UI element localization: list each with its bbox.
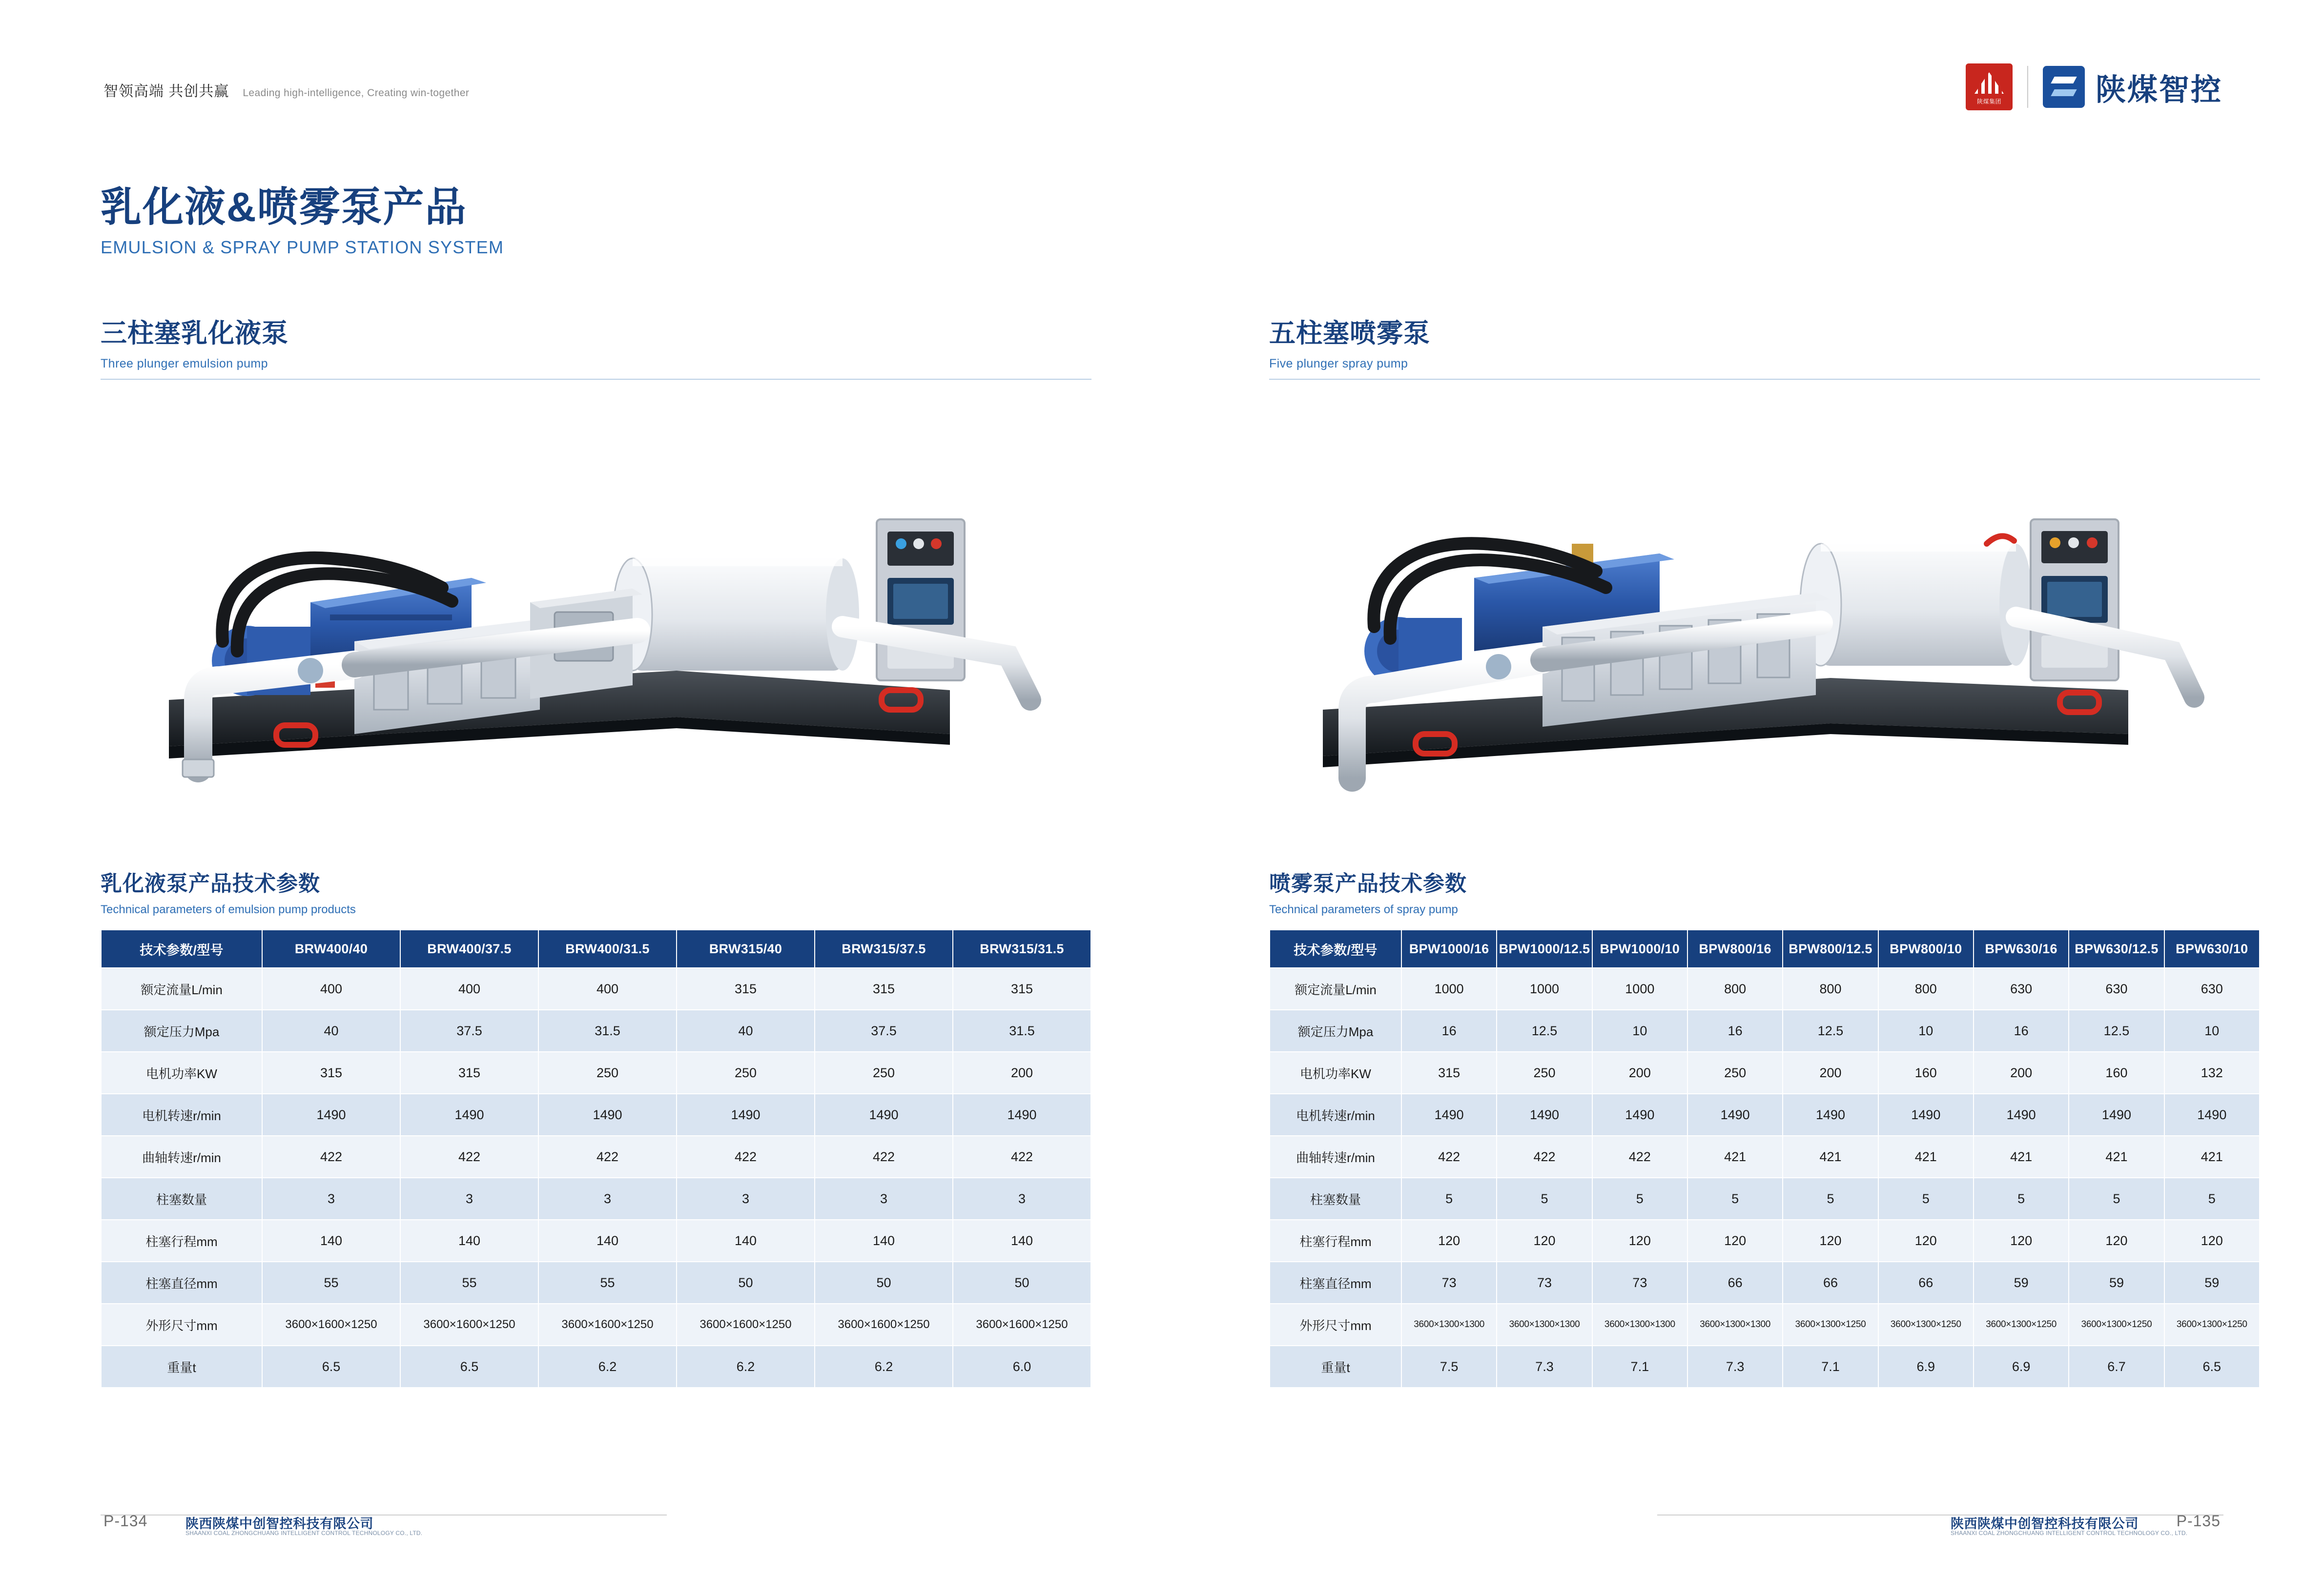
table-row	[1270, 1346, 2260, 1388]
table-row-label: 电机转速r/min	[101, 1094, 262, 1136]
table-row	[101, 1178, 1091, 1220]
table-header-row	[101, 930, 1091, 968]
table-column-header: BRW315/31.5	[953, 930, 1091, 968]
right-footer-company	[1951, 1513, 2188, 1536]
table-cell: 5	[1783, 1178, 1878, 1220]
table-column-header: BPW800/16	[1687, 930, 1783, 968]
table-cell: 7.1	[1592, 1346, 1687, 1388]
table-cell: 3600×1300×1300	[1687, 1304, 1783, 1346]
table-cell: 6.5	[262, 1346, 400, 1388]
table-cell: 120	[1974, 1220, 2069, 1262]
logo-wordmark: 陕煤智控	[2095, 71, 2222, 107]
left-footer-company-en: SHAANXI COAL ZHONGCHUANG INTELLIGENT CONTROL TECHNOLOGY CO., LTD.	[185, 1530, 423, 1536]
table-cell: 200	[1974, 1052, 2069, 1094]
table-cell: 1490	[1878, 1094, 1974, 1136]
table-row	[101, 1220, 1091, 1262]
table-cell: 50	[953, 1262, 1091, 1304]
table-cell: 315	[953, 968, 1091, 1010]
right-table-title-en: Technical parameters of spray pump	[1269, 903, 1458, 916]
emulsion-pump-spec-table	[101, 929, 1091, 1388]
table-cell: 59	[2069, 1262, 2164, 1304]
left-footer-company-cn: 陕西陕煤中创智控科技有限公司	[185, 1516, 373, 1531]
table-cell: 31.5	[538, 1010, 677, 1052]
table-cell: 1490	[1592, 1094, 1687, 1136]
table-cell: 200	[1592, 1052, 1687, 1094]
table-cell: 37.5	[400, 1010, 538, 1052]
table-row	[1270, 1178, 2260, 1220]
table-header-row	[1270, 930, 2260, 968]
table-cell: 1490	[1974, 1094, 2069, 1136]
table-cell: 800	[1687, 968, 1783, 1010]
table-cell: 630	[2069, 968, 2164, 1010]
table-cell: 3	[262, 1178, 400, 1220]
table-cell: 250	[815, 1052, 953, 1094]
table-cell: 73	[1497, 1262, 1592, 1304]
table-cell: 1490	[1783, 1094, 1878, 1136]
table-cell: 421	[1783, 1136, 1878, 1178]
table-row-label: 额定压力Mpa	[101, 1010, 262, 1052]
table-cell: 50	[677, 1262, 815, 1304]
table-cell: 5	[1687, 1178, 1783, 1220]
table-cell: 55	[262, 1262, 400, 1304]
table-cell: 120	[1687, 1220, 1783, 1262]
table-cell: 315	[677, 968, 815, 1010]
tagline-en: Leading high-intelligence, Creating win-together	[243, 87, 470, 99]
right-footer-rule	[1657, 1515, 2223, 1516]
table-row	[101, 1304, 1091, 1346]
table-row	[101, 1346, 1091, 1388]
table-cell: 73	[1592, 1262, 1687, 1304]
right-column	[1269, 312, 2260, 1388]
table-cell: 16	[1401, 1010, 1497, 1052]
logo-divider	[2027, 66, 2028, 108]
table-row-label: 电机功率KW	[1270, 1052, 1401, 1094]
table-cell: 40	[677, 1010, 815, 1052]
table-cell: 1000	[1401, 968, 1497, 1010]
logo-red-subtext: 陕煤集团	[1976, 98, 2001, 105]
table-cell: 3600×1300×1300	[1592, 1304, 1687, 1346]
table-column-header: BPW630/16	[1974, 930, 2069, 968]
table-cell: 3600×1300×1250	[1974, 1304, 2069, 1346]
table-cell: 3	[400, 1178, 538, 1220]
table-cell: 66	[1687, 1262, 1783, 1304]
right-section-rule	[1269, 379, 2260, 380]
table-cell: 250	[1687, 1052, 1783, 1094]
table-cell: 5	[2164, 1178, 2260, 1220]
table-row	[1270, 1220, 2260, 1262]
table-cell: 12.5	[1783, 1010, 1878, 1052]
table-cell: 3	[815, 1178, 953, 1220]
table-row	[101, 1262, 1091, 1304]
table-column-header: BPW800/12.5	[1783, 930, 1878, 968]
table-row-label: 额定流量L/min	[1270, 968, 1401, 1010]
table-cell: 6.0	[953, 1346, 1091, 1388]
spray-pump-spec-table	[1269, 929, 2260, 1388]
tank-cylinder	[613, 558, 859, 671]
table-cell: 3600×1300×1300	[1497, 1304, 1592, 1346]
table-row-label: 外形尺寸mm	[101, 1304, 262, 1346]
shaanmei-zhikong-logo	[2043, 65, 2222, 109]
table-cell: 1490	[677, 1094, 815, 1136]
zhikong-mark-icon	[2043, 66, 2085, 108]
table-cell: 6.5	[400, 1346, 538, 1388]
table-cell: 5	[2069, 1178, 2164, 1220]
table-row-label: 重量t	[101, 1346, 262, 1388]
table-cell: 1490	[815, 1094, 953, 1136]
table-cell: 120	[2069, 1220, 2164, 1262]
left-table-title-cn: 乳化液泵产品技术参数	[101, 872, 320, 896]
table-row	[1270, 1010, 2260, 1052]
table-row-label: 电机转速r/min	[1270, 1094, 1401, 1136]
table-cell: 400	[262, 968, 400, 1010]
table-cell: 3600×1300×1250	[1878, 1304, 1974, 1346]
right-section-title-cn: 五柱塞喷雾泵	[1269, 319, 1430, 348]
table-cell: 422	[538, 1136, 677, 1178]
table-cell: 1490	[1687, 1094, 1783, 1136]
table-row-label: 曲轴转速r/min	[101, 1136, 262, 1178]
table-cell: 3600×1300×1250	[2069, 1304, 2164, 1346]
table-cell: 3	[677, 1178, 815, 1220]
table-column-header: BPW1000/10	[1592, 930, 1687, 968]
table-cell: 7.5	[1401, 1346, 1497, 1388]
table-cell: 1490	[538, 1094, 677, 1136]
table-cell: 3600×1300×1250	[1783, 1304, 1878, 1346]
table-cell: 422	[677, 1136, 815, 1178]
table-cell: 800	[1783, 968, 1878, 1010]
right-page-number: P-135	[2176, 1512, 2221, 1530]
table-cell: 1490	[262, 1094, 400, 1136]
tank-cylinder	[1800, 536, 2033, 666]
table-cell: 3	[538, 1178, 677, 1220]
table-cell: 10	[2164, 1010, 2260, 1052]
table-cell: 40	[262, 1010, 400, 1052]
table-cell: 422	[1497, 1136, 1592, 1178]
table-cell: 59	[1974, 1262, 2069, 1304]
table-cell: 315	[262, 1052, 400, 1094]
table-row-label: 柱塞直径mm	[101, 1262, 262, 1304]
table-row-label: 额定压力Mpa	[1270, 1010, 1401, 1052]
table-cell: 6.2	[815, 1346, 953, 1388]
table-cell: 1490	[400, 1094, 538, 1136]
table-cell: 400	[400, 968, 538, 1010]
table-cell: 59	[2164, 1262, 2260, 1304]
right-footer-company-en: SHAANXI COAL ZHONGCHUANG INTELLIGENT CONTROL TECHNOLOGY CO., LTD.	[1951, 1530, 2188, 1536]
logo-bars-icon	[1974, 72, 2004, 94]
table-cell: 422	[1592, 1136, 1687, 1178]
table-cell: 12.5	[1497, 1010, 1592, 1052]
table-cell: 66	[1878, 1262, 1974, 1304]
table-cell: 3600×1600×1250	[677, 1304, 815, 1346]
table-cell: 5	[1401, 1178, 1497, 1220]
table-row	[1270, 1052, 2260, 1094]
table-row	[1270, 1262, 2260, 1304]
table-cell: 6.5	[2164, 1346, 2260, 1388]
table-cell: 66	[1783, 1262, 1878, 1304]
table-cell: 120	[1497, 1220, 1592, 1262]
page-title-cn: 乳化液&喷雾泵产品	[101, 184, 467, 230]
table-cell: 422	[262, 1136, 400, 1178]
left-footer-company	[185, 1513, 423, 1536]
tagline-cn: 智领高端 共创共赢	[103, 83, 229, 100]
table-row	[101, 1010, 1091, 1052]
table-cell: 10	[1878, 1010, 1974, 1052]
table-cell: 6.2	[677, 1346, 815, 1388]
table-cell: 5	[1878, 1178, 1974, 1220]
table-cell: 630	[1974, 968, 2069, 1010]
spray-pump-illustration	[1269, 397, 2260, 837]
table-cell: 16	[1687, 1010, 1783, 1052]
table-cell: 200	[953, 1052, 1091, 1094]
table-row	[101, 1136, 1091, 1178]
table-row	[1270, 1094, 2260, 1136]
table-row-label: 电机功率KW	[101, 1052, 262, 1094]
table-cell: 422	[400, 1136, 538, 1178]
table-cell: 3600×1600×1250	[538, 1304, 677, 1346]
table-cell: 315	[815, 968, 953, 1010]
table-cell: 140	[400, 1220, 538, 1262]
left-section-title-cn: 三柱塞乳化液泵	[101, 319, 288, 348]
table-cell: 1490	[953, 1094, 1091, 1136]
left-section-title-en: Three plunger emulsion pump	[101, 357, 268, 370]
page-title-en: EMULSION & SPRAY PUMP STATION SYSTEM	[101, 237, 504, 258]
table-cell: 422	[1401, 1136, 1497, 1178]
table-cell: 120	[1783, 1220, 1878, 1262]
table-cell: 120	[1878, 1220, 1974, 1262]
table-cell: 1490	[2164, 1094, 2260, 1136]
table-cell: 140	[953, 1220, 1091, 1262]
table-cell: 3600×1300×1300	[1401, 1304, 1497, 1346]
table-cell: 400	[538, 968, 677, 1010]
table-cell: 50	[815, 1262, 953, 1304]
table-cell: 630	[2164, 968, 2260, 1010]
table-cell: 800	[1878, 968, 1974, 1010]
table-cell: 120	[1592, 1220, 1687, 1262]
table-cell: 200	[1783, 1052, 1878, 1094]
table-cell: 422	[815, 1136, 953, 1178]
table-row-label: 柱塞行程mm	[1270, 1220, 1401, 1262]
table-column-header: BRW400/37.5	[400, 930, 538, 968]
table-row-label: 柱塞行程mm	[101, 1220, 262, 1262]
table-cell: 140	[538, 1220, 677, 1262]
left-table-title-en: Technical parameters of emulsion pump products	[101, 903, 356, 916]
table-cell: 1000	[1497, 968, 1592, 1010]
table-cell: 55	[538, 1262, 677, 1304]
right-table-heading	[1269, 866, 2260, 917]
emulsion-pump-photo	[101, 397, 1091, 837]
table-cell: 5	[1974, 1178, 2069, 1220]
table-column-header: BPW1000/12.5	[1497, 930, 1592, 968]
table-cell: 140	[262, 1220, 400, 1262]
table-row-label: 额定流量L/min	[101, 968, 262, 1010]
table-cell: 12.5	[2069, 1010, 2164, 1052]
table-column-header: BRW315/40	[677, 930, 815, 968]
table-cell: 421	[1878, 1136, 1974, 1178]
table-cell: 421	[2069, 1136, 2164, 1178]
table-row-label: 外形尺寸mm	[1270, 1304, 1401, 1346]
table-column-header: BPW1000/16	[1401, 930, 1497, 968]
table-cell: 31.5	[953, 1010, 1091, 1052]
table-cell: 3600×1600×1250	[262, 1304, 400, 1346]
table-cell: 6.2	[538, 1346, 677, 1388]
table-cell: 315	[400, 1052, 538, 1094]
table-cell: 6.9	[1878, 1346, 1974, 1388]
table-cell: 120	[1401, 1220, 1497, 1262]
table-cell: 3600×1600×1250	[953, 1304, 1091, 1346]
table-cell: 1490	[2069, 1094, 2164, 1136]
table-cell: 6.9	[1974, 1346, 2069, 1388]
control-cabinet	[2031, 519, 2118, 680]
table-column-header: BRW400/31.5	[538, 930, 677, 968]
right-section-heading	[1269, 312, 2260, 371]
table-cell: 1490	[1497, 1094, 1592, 1136]
table-cell: 37.5	[815, 1010, 953, 1052]
table-row	[101, 1052, 1091, 1094]
table-cell: 250	[677, 1052, 815, 1094]
table-cell: 3600×1600×1250	[400, 1304, 538, 1346]
table-cell: 250	[538, 1052, 677, 1094]
table-cell: 55	[400, 1262, 538, 1304]
table-row	[101, 968, 1091, 1010]
table-cell: 421	[2164, 1136, 2260, 1178]
left-section-rule	[101, 379, 1091, 380]
table-cell: 120	[2164, 1220, 2260, 1262]
header-tagline	[103, 79, 469, 101]
table-column-header: BPW630/10	[2164, 930, 2260, 968]
table-column-header: BPW630/12.5	[2069, 930, 2164, 968]
table-cell: 422	[953, 1136, 1091, 1178]
right-footer-company-cn: 陕西陕煤中创智控科技有限公司	[1951, 1516, 2139, 1531]
table-row-label: 曲轴转速r/min	[1270, 1136, 1401, 1178]
table-row-label: 柱塞直径mm	[1270, 1262, 1401, 1304]
table-cell: 250	[1497, 1052, 1592, 1094]
table-corner-header: 技术参数/型号	[1270, 930, 1401, 968]
table-cell: 1000	[1592, 968, 1687, 1010]
right-section-title-en: Five plunger spray pump	[1269, 357, 1408, 370]
table-cell: 5	[1497, 1178, 1592, 1220]
right-table-title-cn: 喷雾泵产品技术参数	[1269, 872, 1467, 896]
table-cell: 10	[1592, 1010, 1687, 1052]
spray-pump-photo	[1269, 397, 2260, 837]
brand-logo	[1966, 63, 2222, 110]
table-cell: 421	[1687, 1136, 1783, 1178]
table-row-label: 柱塞数量	[101, 1178, 262, 1220]
table-row	[1270, 1304, 2260, 1346]
left-page-number: P-134	[103, 1512, 148, 1530]
table-cell: 132	[2164, 1052, 2260, 1094]
table-column-header: BRW400/40	[262, 930, 400, 968]
table-corner-header: 技术参数/型号	[101, 930, 262, 968]
shaanxi-coal-group-logo-icon	[1966, 63, 2013, 110]
table-row	[101, 1094, 1091, 1136]
page-title	[101, 185, 504, 258]
left-section-heading	[101, 312, 1091, 371]
table-cell: 16	[1974, 1010, 2069, 1052]
table-cell: 1490	[1401, 1094, 1497, 1136]
table-cell: 160	[2069, 1052, 2164, 1094]
table-cell: 3	[953, 1178, 1091, 1220]
table-row-label: 柱塞数量	[1270, 1178, 1401, 1220]
table-cell: 160	[1878, 1052, 1974, 1094]
table-cell: 140	[815, 1220, 953, 1262]
table-row-label: 重量t	[1270, 1346, 1401, 1388]
table-column-header: BRW315/37.5	[815, 930, 953, 968]
table-cell: 7.3	[1497, 1346, 1592, 1388]
table-cell: 5	[1592, 1178, 1687, 1220]
table-cell: 421	[1974, 1136, 2069, 1178]
table-row	[1270, 1136, 2260, 1178]
emulsion-pump-illustration	[101, 397, 1091, 837]
left-table-heading	[101, 866, 1091, 917]
table-cell: 140	[677, 1220, 815, 1262]
table-row	[1270, 968, 2260, 1010]
table-column-header: BPW800/10	[1878, 930, 1974, 968]
table-cell: 6.7	[2069, 1346, 2164, 1388]
table-cell: 7.1	[1783, 1346, 1878, 1388]
table-cell: 315	[1401, 1052, 1497, 1094]
table-cell: 3600×1300×1250	[2164, 1304, 2260, 1346]
table-cell: 3600×1600×1250	[815, 1304, 953, 1346]
table-cell: 73	[1401, 1262, 1497, 1304]
left-column	[101, 312, 1091, 1388]
table-cell: 7.3	[1687, 1346, 1783, 1388]
